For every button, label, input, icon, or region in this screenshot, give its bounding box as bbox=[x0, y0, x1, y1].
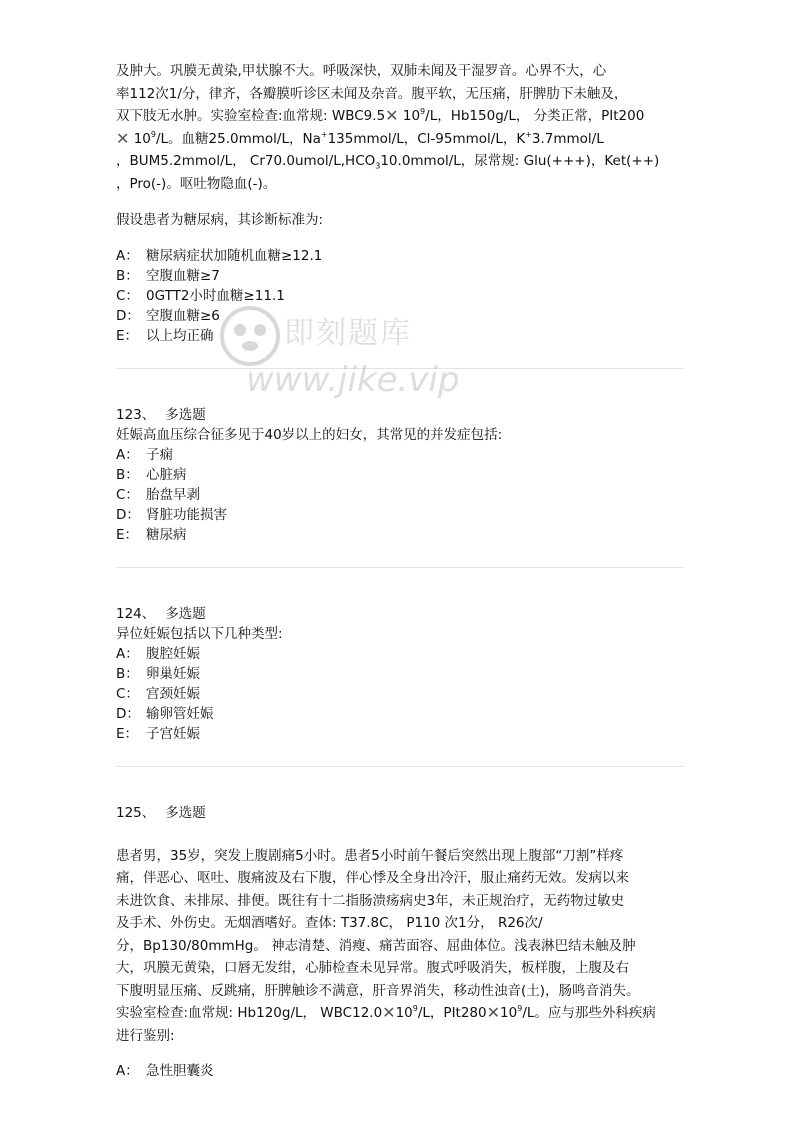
option-b[interactable]: B： 空腹血糖≥7 bbox=[116, 267, 220, 284]
subscript: 3 bbox=[375, 161, 381, 171]
superscript: + bbox=[525, 129, 532, 139]
stem-line: 双下肢无水肿。实验室检查:血常规: WBC9.5 bbox=[116, 108, 386, 124]
option-a[interactable]: A： 糖尿病症状加随机血糖≥12.1 bbox=[116, 247, 323, 264]
question-header: 125、 多选题 bbox=[116, 804, 206, 821]
option-a[interactable]: A： 腹腔妊娠 bbox=[116, 645, 200, 662]
question-header: 123、 多选题 bbox=[116, 406, 206, 423]
q123-options bbox=[116, 445, 684, 545]
stem-fragment: 10 bbox=[500, 1005, 518, 1021]
option-e[interactable]: E： 以上均正确 bbox=[116, 327, 214, 344]
stem-fragment: 135mmol/L，Cl-95mmol/L，K bbox=[327, 130, 526, 147]
stem-fragment: /L，PIt280 bbox=[417, 1005, 487, 1021]
superscript: 9 bbox=[420, 107, 426, 116]
watermark-brand: 即刻题库 bbox=[284, 316, 412, 351]
document-page bbox=[116, 60, 684, 1081]
superscript: 9 bbox=[150, 129, 156, 139]
q122-options bbox=[116, 246, 684, 346]
option-e[interactable]: E： 子宫妊娠 bbox=[116, 725, 200, 742]
question-124 bbox=[116, 604, 684, 744]
stem-line: 痛，伴恶心、呕吐、腹痛波及右下腹，伴心悸及全身出冷汗，服止痛药无效。发病以来 bbox=[116, 870, 629, 886]
times-icon: ✕ bbox=[385, 106, 399, 125]
stem-fragment: /L。血糖25.0mmol/L，Na bbox=[155, 130, 321, 147]
option-c[interactable]: C： 0GTT2小时血糖≥11.1 bbox=[116, 287, 285, 304]
stem-fragment: ，BUM5.2mmol/L， Cr70.0umol/L,HCO bbox=[116, 153, 376, 169]
q122-question: 假设患者为糖尿病，其诊断标准为: bbox=[116, 212, 324, 228]
stem-fragment: 3.7mmol/L bbox=[531, 130, 604, 147]
option-b[interactable]: B： 卵巢妊娠 bbox=[116, 665, 200, 682]
option-a[interactable]: A： 急性胆囊炎 bbox=[116, 1063, 214, 1079]
q125-stem bbox=[116, 845, 684, 1048]
option-d[interactable]: D： 肾脏功能损害 bbox=[116, 506, 227, 523]
stem-line: 进行鉴别: bbox=[116, 1027, 175, 1044]
stem-line: 分，Bp130/80mmHg。 神志清楚、消瘦、痛苦面容、屈曲体位。浅表淋巴结未触及肿 bbox=[116, 937, 636, 954]
stem-line: 大，巩膜无黄染，口唇无发绀，心肺检查未见异常。腹式呼吸消失，板样腹，上腹及右 bbox=[116, 960, 629, 976]
superscript: 9 bbox=[517, 1004, 523, 1013]
superscript: 9 bbox=[412, 1004, 418, 1013]
q124-stem: 异位妊娠包括以下几种类型: bbox=[116, 625, 283, 642]
stem-fragment: /L，Hb150g/L， 分类正常，PIt200 bbox=[425, 108, 645, 124]
stem-fragment: 实验室检查:血常规: Hb120g/L， WBC12.0 bbox=[116, 1005, 383, 1021]
times-icon: ✕ bbox=[382, 1003, 396, 1022]
stem-fragment: /L。应与那些外科疾病 bbox=[522, 1005, 656, 1021]
stem-line: 下腹明显压痛、反跳痛，肝脾触诊不满意，肝音界消失，移动性浊音(土)，肠鸣音消失。 bbox=[116, 982, 640, 999]
times-icon: ✕ bbox=[116, 128, 130, 148]
stem-line: 未进饮食、未排尿、排便。既往有十二指肠溃疡病史3年，未正规治疗，无药物过敏史 bbox=[116, 892, 625, 909]
option-c[interactable]: C： 宫颈妊娠 bbox=[116, 685, 200, 702]
q122-stem bbox=[116, 60, 684, 195]
option-d[interactable]: D： 空腹血糖≥6 bbox=[116, 307, 220, 324]
question-122 bbox=[116, 60, 684, 346]
q123-stem: 妊娠高血压综合征多见于40岁以上的妇女，其常见的并发症包括: bbox=[116, 426, 503, 443]
q125-options bbox=[116, 1061, 684, 1081]
stem-line: 及手术、外伤史。无烟酒嗜好。查体: T37.8C， P110 次1分， R26次/ bbox=[116, 915, 543, 931]
question-header: 124、 多选题 bbox=[116, 605, 206, 622]
times-icon: ✕ bbox=[486, 1003, 501, 1022]
watermark-url: www.jike.vip bbox=[246, 360, 460, 400]
stem-fragment: 10 bbox=[398, 108, 421, 124]
stem-line: ，Pro(-)。呕吐物隐血(-)。 bbox=[116, 175, 277, 192]
option-d[interactable]: D： 输卵管妊娠 bbox=[116, 705, 214, 722]
superscript: + bbox=[320, 129, 328, 139]
stem-fragment: 10 bbox=[129, 130, 151, 147]
stem-fragment: 10 bbox=[395, 1005, 413, 1021]
option-a[interactable]: A： 子痫 bbox=[116, 446, 173, 463]
q124-options bbox=[116, 644, 684, 744]
stem-line: 及肿大。巩膜无黄染,甲状腺不大。呼吸深快，双肺未闻及干湿罗音。心界不大，心 bbox=[116, 63, 607, 79]
stem-line: 率112次1/分，律齐，各瓣膜听诊区未闻及杂音。腹平软，无压痛，肝脾肋下未触及， bbox=[116, 85, 628, 102]
option-b[interactable]: B： 心脏病 bbox=[116, 466, 187, 483]
question-125 bbox=[116, 803, 684, 1082]
stem-line: 患者男，35岁，突发上腹剧痛5小时。患者5小时前午餐后突然出现上腹部“刀割”样疼 bbox=[116, 847, 624, 864]
question-123 bbox=[116, 405, 684, 545]
option-c[interactable]: C： 胎盘早剥 bbox=[116, 486, 200, 503]
stem-fragment: 10.0mmol/L，尿常规: Glu(+++)，Ket(++) bbox=[380, 153, 660, 169]
option-e[interactable]: E： 糖尿病 bbox=[116, 526, 187, 543]
